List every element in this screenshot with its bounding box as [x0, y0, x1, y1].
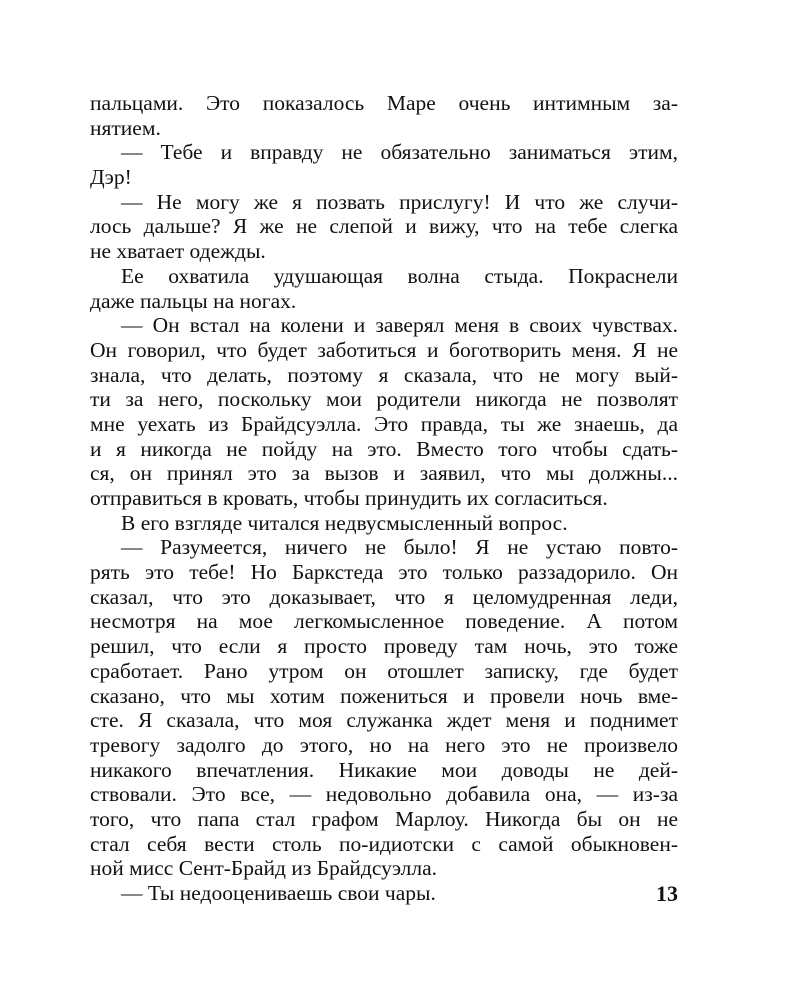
- text-line: тревогу задолго до этого, но на него это не произвело: [90, 732, 678, 757]
- text-line: ствовали. Это все, — недовольно добавила она, — из-за: [90, 782, 678, 807]
- text-line: сте. Я сказала, что моя служанка ждет меня и поднимет: [90, 708, 678, 733]
- text-line: лось дальше? Я же не слепой и вижу, что на тебе слегка: [90, 214, 678, 239]
- text-line: даже пальцы на ногах.: [90, 288, 297, 313]
- last-line-row: [90, 881, 678, 906]
- page-number: 13: [656, 881, 678, 906]
- text-line: мне уехать из Брайдсуэлла. Это правда, ты же знаешь, да: [90, 411, 678, 436]
- text-line: — Тебе и вправду не обязательно заниматься этим,: [121, 140, 678, 165]
- text-line: отправиться в кровать, чтобы принудить их согласиться.: [90, 486, 608, 510]
- text-line: решил, что если я просто проведу там ночь, это тоже: [90, 634, 678, 659]
- text-line: В его взгляде читался недвусмысленный вопрос.: [121, 510, 568, 535]
- text-line: пальцами. Это показалось Маре очень интимным за-: [90, 91, 678, 115]
- text-line: — Разумеется, ничего не было! Я не устаю повто-: [121, 535, 678, 560]
- text-line: рять это тебе! Но Баркстеда это только раззадорило. Он: [90, 560, 678, 585]
- text-line: — Ты недооцениваешь свои чары.: [121, 881, 436, 905]
- text-line: и я никогда не пойду на это. Вместо того чтобы сдать-: [90, 436, 678, 461]
- text-line: Ее охватила удушающая волна стыда. Покраснели: [121, 263, 678, 288]
- text-line: знала, что делать, поэтому я сказала, что не могу вый-: [90, 362, 678, 387]
- text-line: стал себя вести столь по-идиотски с самой обыкновен-: [90, 831, 678, 856]
- text-line: никакого впечатления. Никакие мои доводы не дей-: [90, 757, 678, 782]
- text-line: — Не могу же я позвать прислугу! И что же случи-: [121, 189, 678, 214]
- text-line: ной мисс Сент-Брайд из Брайдсуэлла.: [90, 856, 438, 881]
- text-line: нятием.: [90, 115, 161, 140]
- text-line: сработает. Рано утром он отошлет записку, где будет: [90, 658, 678, 683]
- text-line: несмотря на мое легкомысленное поведение. А потом: [90, 609, 678, 634]
- book-page-text: [90, 91, 678, 906]
- text-line: — Он встал на колени и заверял меня в своих чувствах.: [121, 313, 678, 338]
- text-line: ти за него, поскольку мои родители никогда не позволят: [90, 387, 678, 412]
- text-line: не хватает одежды.: [90, 239, 266, 264]
- text-line: того, что папа стал графом Марлоу. Никогда бы он не: [90, 806, 678, 831]
- text-line: ся, он принял это за вызов и заявил, что мы должны...: [90, 461, 678, 486]
- text-line: Он говорил, что будет заботиться и боготворить меня. Я не: [90, 337, 678, 362]
- text-line: сказал, что это доказывает, что я целомудренная леди,: [90, 584, 678, 609]
- text-line: сказано, что мы хотим пожениться и провели ночь вме-: [90, 683, 678, 708]
- text-line: Дэр!: [90, 165, 132, 190]
